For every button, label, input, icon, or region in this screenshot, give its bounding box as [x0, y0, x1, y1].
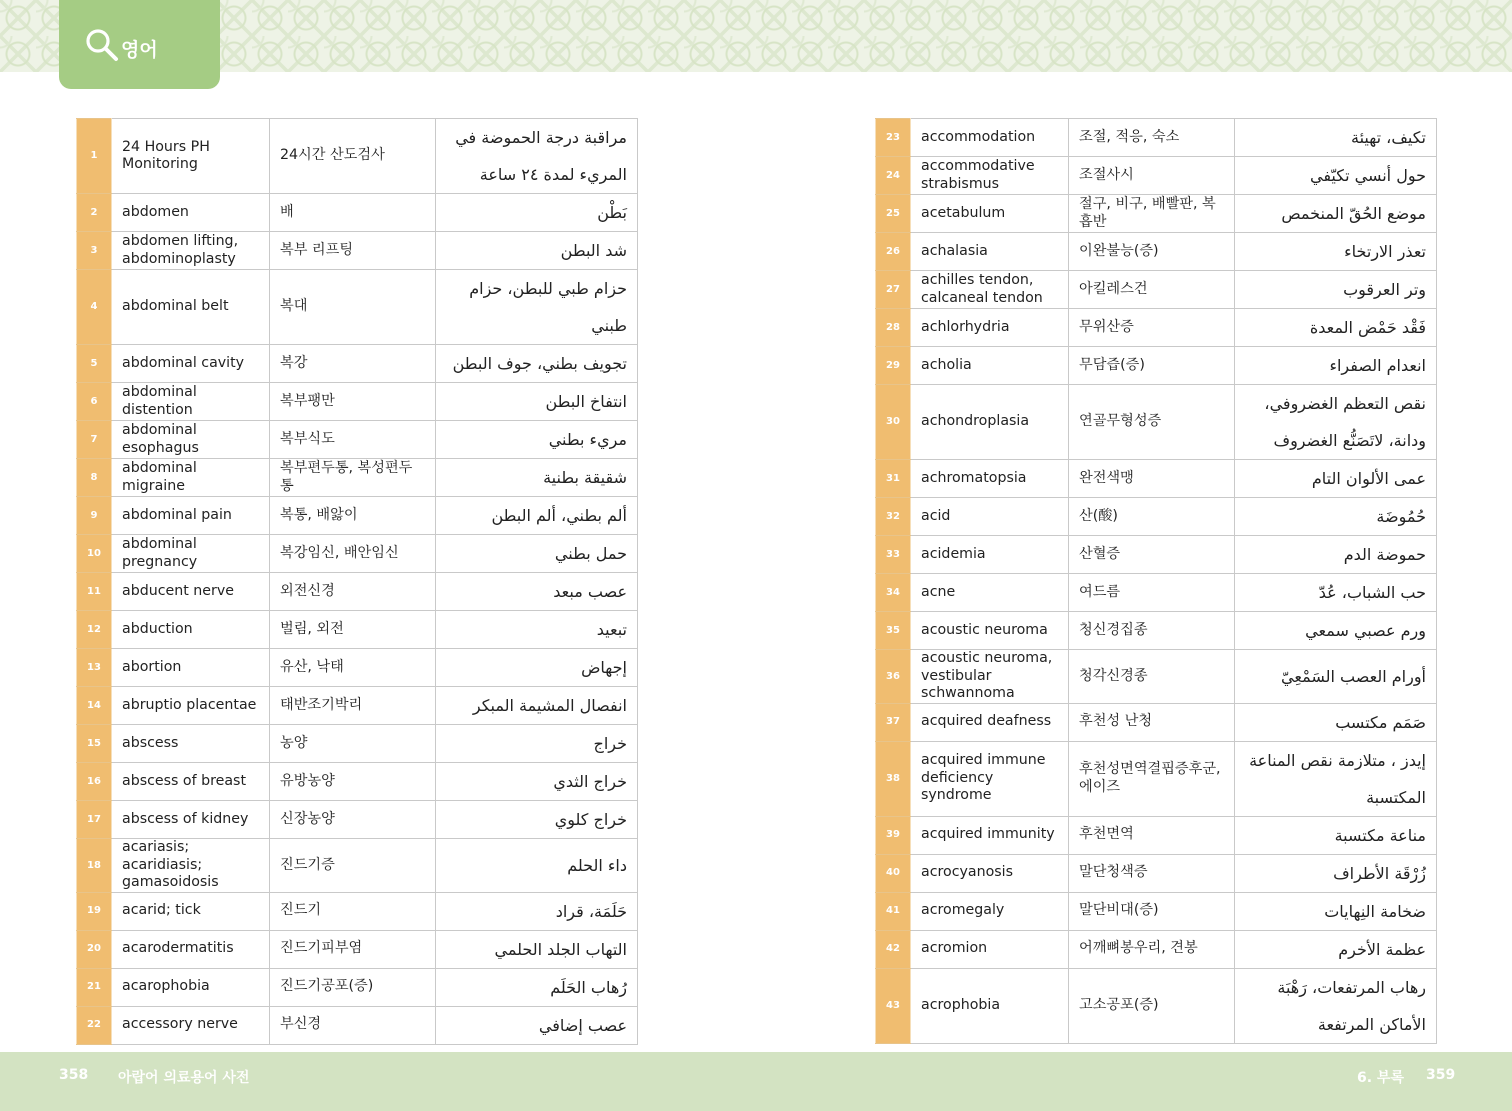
korean-term: 청각신경종 — [1069, 650, 1235, 704]
english-term: abdominal pain — [112, 497, 270, 535]
korean-term: 태반조기박리 — [270, 687, 436, 725]
english-term: 24 Hours PH Monitoring — [112, 119, 270, 194]
english-term: abdominal pregnancy — [112, 535, 270, 573]
arabic-term: وتر العرقوب — [1235, 271, 1437, 309]
entry-number: 15 — [77, 725, 112, 763]
table-row — [77, 649, 638, 687]
korean-term: 복통, 배앓이 — [270, 497, 436, 535]
table-row — [77, 573, 638, 611]
arabic-term: حَلَمَة، قراد — [436, 892, 638, 930]
section-title: 6. 부록 — [1357, 1070, 1404, 1086]
korean-term: 부신경 — [270, 1006, 436, 1044]
english-term: abruptio placentae — [112, 687, 270, 725]
korean-term: 절구, 비구, 배빨판, 복흡반 — [1069, 195, 1235, 233]
korean-term: 진드기증 — [270, 839, 436, 893]
korean-term: 24시간 산도검사 — [270, 119, 436, 194]
arabic-term: خراج الثدي — [436, 763, 638, 801]
korean-term: 진드기공포(증) — [270, 968, 436, 1006]
english-term: acarophobia — [112, 968, 270, 1006]
english-term: acromion — [911, 930, 1069, 968]
english-term: acariasis; acaridiasis; gamasoidosis — [112, 839, 270, 893]
english-term: accessory nerve — [112, 1006, 270, 1044]
english-term: abduction — [112, 611, 270, 649]
arabic-term: فَقْد حَمْض المعدة — [1235, 309, 1437, 347]
table-row — [876, 271, 1437, 309]
entry-number: 24 — [876, 157, 911, 195]
english-term: abdominal distention — [112, 383, 270, 421]
table-row — [77, 383, 638, 421]
entry-number: 3 — [77, 232, 112, 270]
english-term: acne — [911, 574, 1069, 612]
table-row — [77, 725, 638, 763]
english-term: achilles tendon, calcaneal tendon — [911, 271, 1069, 309]
entry-number: 36 — [876, 650, 911, 704]
table-row — [77, 497, 638, 535]
korean-term: 어깨뼈봉우리, 견봉 — [1069, 930, 1235, 968]
arabic-term: شد البطن — [436, 232, 638, 270]
english-term: abscess — [112, 725, 270, 763]
table-row — [77, 839, 638, 893]
english-term: achondroplasia — [911, 385, 1069, 460]
entry-number: 19 — [77, 892, 112, 930]
english-term: acarid; tick — [112, 892, 270, 930]
table-row — [77, 611, 638, 649]
arabic-term: ألم بطني، ألم البطن — [436, 497, 638, 535]
entry-number: 7 — [77, 421, 112, 459]
table-row — [876, 309, 1437, 347]
table-row — [876, 703, 1437, 741]
arabic-term: رهاب المرتفعات، رَهْبَة الأماكن المرتفعة — [1235, 968, 1437, 1043]
entry-number: 34 — [876, 574, 911, 612]
table-row — [876, 930, 1437, 968]
entry-number: 32 — [876, 498, 911, 536]
table-row — [876, 574, 1437, 612]
korean-term: 진드기피부염 — [270, 930, 436, 968]
entry-number: 14 — [77, 687, 112, 725]
entry-number: 11 — [77, 573, 112, 611]
english-term: acrocyanosis — [911, 854, 1069, 892]
arabic-term: خراج كلوي — [436, 801, 638, 839]
korean-term: 연골무형성증 — [1069, 385, 1235, 460]
table-row — [876, 195, 1437, 233]
arabic-term: حزام طبي للبطن، حزام طبني — [436, 270, 638, 345]
table-row — [876, 854, 1437, 892]
header-pattern — [0, 0, 1512, 72]
arabic-term: أورام العصب السَمْعِيّ — [1235, 650, 1437, 704]
arabic-term: إجهاض — [436, 649, 638, 687]
entry-number: 22 — [77, 1006, 112, 1044]
arabic-term: مراقبة درجة الحموضة في المريء لمدة ٢٤ ساعة — [436, 119, 638, 194]
arabic-term: عظمة الأخرم — [1235, 930, 1437, 968]
arabic-term: عصب إضافي — [436, 1006, 638, 1044]
english-term: abducent nerve — [112, 573, 270, 611]
korean-term: 조절, 적응, 숙소 — [1069, 119, 1235, 157]
arabic-term: مناعة مكتسبة — [1235, 816, 1437, 854]
arabic-term: حمل بطني — [436, 535, 638, 573]
english-term: acidemia — [911, 536, 1069, 574]
table-row — [876, 741, 1437, 816]
table-row — [77, 459, 638, 497]
arabic-term: رُهاب الحَلَم — [436, 968, 638, 1006]
table-row — [876, 816, 1437, 854]
english-term: acholia — [911, 347, 1069, 385]
english-term: acromegaly — [911, 892, 1069, 930]
entry-number: 30 — [876, 385, 911, 460]
english-term: accommodation — [911, 119, 1069, 157]
arabic-term: عصب مبعد — [436, 573, 638, 611]
table-row — [77, 892, 638, 930]
arabic-term: تعذر الارتخاء — [1235, 233, 1437, 271]
korean-term: 후천성 난청 — [1069, 703, 1235, 741]
entry-number: 39 — [876, 816, 911, 854]
entry-number: 40 — [876, 854, 911, 892]
table-row — [876, 119, 1437, 157]
entry-number: 8 — [77, 459, 112, 497]
entry-number: 26 — [876, 233, 911, 271]
table-row — [876, 233, 1437, 271]
arabic-term: خراج — [436, 725, 638, 763]
english-term: abdominal migraine — [112, 459, 270, 497]
english-term: acquired deafness — [911, 703, 1069, 741]
english-term: accommodative strabismus — [911, 157, 1069, 195]
english-term: abscess of kidney — [112, 801, 270, 839]
korean-term: 유방농양 — [270, 763, 436, 801]
entry-number: 43 — [876, 968, 911, 1043]
table-row — [77, 421, 638, 459]
entry-number: 9 — [77, 497, 112, 535]
english-term: acquired immune deficiency syndrome — [911, 741, 1069, 816]
table-row — [876, 892, 1437, 930]
entry-number: 17 — [77, 801, 112, 839]
arabic-term: حول أنسي تكيّفي — [1235, 157, 1437, 195]
english-term: abdominal belt — [112, 270, 270, 345]
korean-term: 복강임신, 배안임신 — [270, 535, 436, 573]
arabic-term: انفصال المشيمة المبكر — [436, 687, 638, 725]
arabic-term: حب الشباب، عُدّ — [1235, 574, 1437, 612]
table-row — [876, 460, 1437, 498]
korean-term: 완전색맹 — [1069, 460, 1235, 498]
korean-term: 말단비대(증) — [1069, 892, 1235, 930]
korean-term: 산혈증 — [1069, 536, 1235, 574]
table-row — [876, 347, 1437, 385]
korean-term: 복부팽만 — [270, 383, 436, 421]
table-row — [77, 345, 638, 383]
table-row — [77, 1006, 638, 1044]
book-title: 아랍어 의료용어 사전 — [118, 1070, 250, 1086]
korean-term: 아킬레스건 — [1069, 271, 1235, 309]
search-icon — [85, 28, 119, 62]
table-row — [876, 536, 1437, 574]
korean-term: 복부 리프팅 — [270, 232, 436, 270]
entry-number: 18 — [77, 839, 112, 893]
entry-number: 35 — [876, 612, 911, 650]
korean-term: 후천면역 — [1069, 816, 1235, 854]
glossary-table-right — [875, 118, 1437, 1044]
arabic-term: ضخامة النِهايات — [1235, 892, 1437, 930]
arabic-term: تبعيد — [436, 611, 638, 649]
korean-term: 산(酸) — [1069, 498, 1235, 536]
korean-term: 조절사시 — [1069, 157, 1235, 195]
entry-number: 23 — [876, 119, 911, 157]
korean-term: 여드름 — [1069, 574, 1235, 612]
table-row — [77, 535, 638, 573]
table-row — [876, 612, 1437, 650]
english-term: abdominal esophagus — [112, 421, 270, 459]
korean-term: 무위산증 — [1069, 309, 1235, 347]
table-row — [876, 968, 1437, 1043]
english-term: acoustic neuroma — [911, 612, 1069, 650]
entry-number: 25 — [876, 195, 911, 233]
english-term: abscess of breast — [112, 763, 270, 801]
english-term: abortion — [112, 649, 270, 687]
arabic-term: زُرْقَة الأطراف — [1235, 854, 1437, 892]
english-term: acid — [911, 498, 1069, 536]
entry-number: 10 — [77, 535, 112, 573]
arabic-term: عمى الألوان التام — [1235, 460, 1437, 498]
korean-term: 말단청색증 — [1069, 854, 1235, 892]
arabic-term: نقص التعظم الغضروفي، ودانة، لاتَصَنُّع الغضروف — [1235, 385, 1437, 460]
table-row — [77, 194, 638, 232]
entry-number: 2 — [77, 194, 112, 232]
english-term: acquired immunity — [911, 816, 1069, 854]
arabic-term: حموضة الدم — [1235, 536, 1437, 574]
english-term: abdomen lifting, abdominoplasty — [112, 232, 270, 270]
english-term: acoustic neuroma, vestibular schwannoma — [911, 650, 1069, 704]
table-row — [876, 157, 1437, 195]
korean-term: 벌림, 외전 — [270, 611, 436, 649]
page-footer — [0, 1052, 1512, 1111]
english-term: abdomen — [112, 194, 270, 232]
entry-number: 31 — [876, 460, 911, 498]
arabic-term: حُمُوضَة — [1235, 498, 1437, 536]
entry-number: 37 — [876, 703, 911, 741]
table-row — [876, 650, 1437, 704]
korean-term: 고소공포(증) — [1069, 968, 1235, 1043]
korean-term: 복강 — [270, 345, 436, 383]
arabic-term: انعدام الصفراء — [1235, 347, 1437, 385]
korean-term: 복대 — [270, 270, 436, 345]
korean-term: 무담즙(증) — [1069, 347, 1235, 385]
korean-term: 후천성면역결핍증후군, 에이즈 — [1069, 741, 1235, 816]
entry-number: 6 — [77, 383, 112, 421]
arabic-term: بَطْن — [436, 194, 638, 232]
table-row — [77, 801, 638, 839]
section-tab — [59, 0, 220, 89]
entry-number: 33 — [876, 536, 911, 574]
left-page-number: 358 — [59, 1067, 89, 1083]
entry-number: 38 — [876, 741, 911, 816]
english-term: achromatopsia — [911, 460, 1069, 498]
arabic-term: صَمَم مكتسب — [1235, 703, 1437, 741]
arabic-term: تكيف، تهيئة — [1235, 119, 1437, 157]
entry-number: 27 — [876, 271, 911, 309]
english-term: achalasia — [911, 233, 1069, 271]
right-page-number: 359 — [1426, 1067, 1456, 1083]
english-term: achlorhydria — [911, 309, 1069, 347]
table-row — [77, 270, 638, 345]
english-term: abdominal cavity — [112, 345, 270, 383]
table-row — [876, 385, 1437, 460]
korean-term: 신장농양 — [270, 801, 436, 839]
entry-number: 16 — [77, 763, 112, 801]
korean-term: 이완불능(증) — [1069, 233, 1235, 271]
korean-term: 농양 — [270, 725, 436, 763]
arabic-term: داء الحلم — [436, 839, 638, 893]
entry-number: 29 — [876, 347, 911, 385]
entry-number: 21 — [77, 968, 112, 1006]
entry-number: 13 — [77, 649, 112, 687]
korean-term: 복부식도 — [270, 421, 436, 459]
arabic-term: موضع الحُقّ المنخمص — [1235, 195, 1437, 233]
entry-number: 12 — [77, 611, 112, 649]
arabic-term: انتفاخ البطن — [436, 383, 638, 421]
arabic-term: مريء بطني — [436, 421, 638, 459]
entry-number: 5 — [77, 345, 112, 383]
english-term: acetabulum — [911, 195, 1069, 233]
english-term: acrophobia — [911, 968, 1069, 1043]
arabic-term: شقيقة بطنية — [436, 459, 638, 497]
table-row — [77, 232, 638, 270]
arabic-term: تجويف بطني، جوف البطن — [436, 345, 638, 383]
english-term: acarodermatitis — [112, 930, 270, 968]
table-row — [77, 930, 638, 968]
arabic-term: التهاب الجلد الحلمي — [436, 930, 638, 968]
entry-number: 42 — [876, 930, 911, 968]
table-row — [876, 498, 1437, 536]
glossary-table-left — [76, 118, 638, 1045]
table-row — [77, 968, 638, 1006]
entry-number: 1 — [77, 119, 112, 194]
arabic-term: ورم عصبي سمعي — [1235, 612, 1437, 650]
entry-number: 4 — [77, 270, 112, 345]
entry-number: 20 — [77, 930, 112, 968]
entry-number: 28 — [876, 309, 911, 347]
section-tab-label: 영어 — [121, 39, 158, 61]
arabic-term: إيدز ، متلازمة نقص المناعة المكتسبة — [1235, 741, 1437, 816]
korean-term: 진드기 — [270, 892, 436, 930]
table-row — [77, 763, 638, 801]
korean-term: 외전신경 — [270, 573, 436, 611]
table-row — [77, 687, 638, 725]
korean-term: 복부편두통, 복성편두통 — [270, 459, 436, 497]
korean-term: 유산, 낙태 — [270, 649, 436, 687]
table-row — [77, 119, 638, 194]
entry-number: 41 — [876, 892, 911, 930]
korean-term: 청신경집종 — [1069, 612, 1235, 650]
korean-term: 배 — [270, 194, 436, 232]
